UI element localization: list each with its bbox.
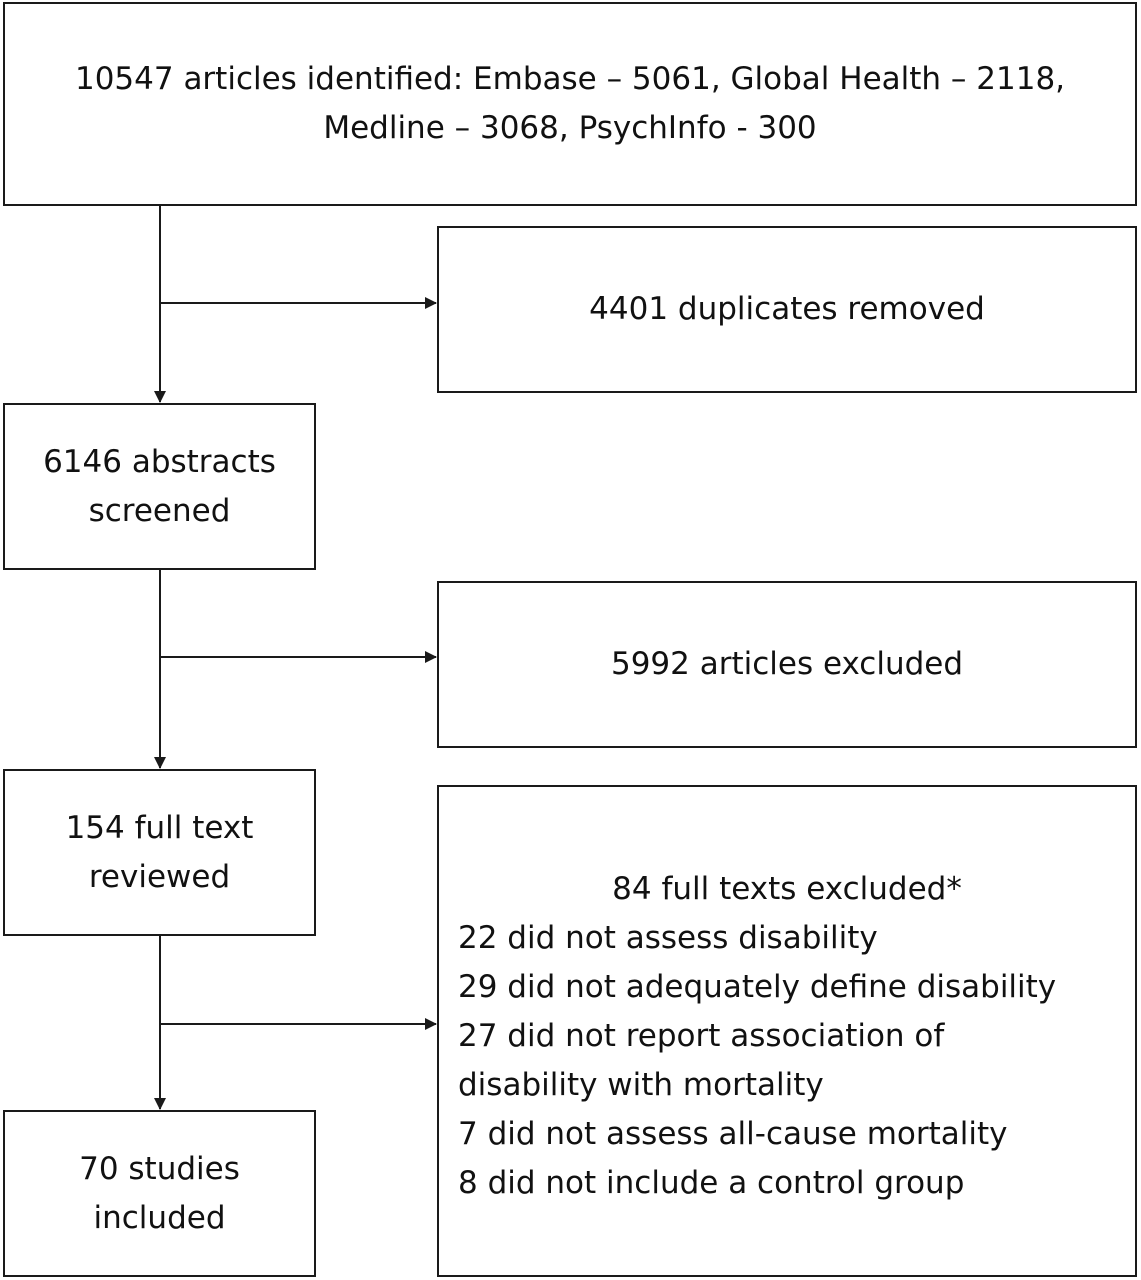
duplicates-box: [437, 226, 1137, 393]
fulltext-line1: 154 full text: [65, 809, 254, 846]
duplicates-label: 4401 duplicates removed: [589, 291, 985, 327]
exclusion-reason: 29 did not adequately define disability: [458, 969, 1057, 1005]
exclusion-reasons-list: [439, 914, 1135, 1208]
excluded-abstracts-box: [437, 581, 1137, 748]
exclusion-reason: 7 did not assess all-cause mortality: [458, 1116, 1008, 1152]
included-box: [3, 1110, 316, 1277]
included-line1: 70 studies: [79, 1150, 240, 1187]
abstracts-box: [3, 403, 316, 570]
excluded-abstracts-label: 5992 articles excluded: [610, 646, 964, 682]
identified-line2: Medline – 3068, PsychInfo - 300: [323, 110, 817, 146]
abstracts-line2: screened: [88, 492, 231, 529]
identified-box: [3, 2, 1137, 206]
exclusion-reason: 27 did not report association of: [458, 1018, 945, 1054]
fulltext-box: [3, 769, 316, 936]
excluded-fulltext-box: [437, 785, 1137, 1277]
included-line2: included: [93, 1199, 226, 1236]
identified-line1: 10547 articles identified: Embase – 5061, Global Health – 2118,: [74, 61, 1066, 97]
excluded-fulltext-title: 84 full texts excluded*: [612, 871, 962, 907]
fulltext-line2: reviewed: [88, 858, 231, 895]
exclusion-reason: 8 did not include a control group: [458, 1165, 965, 1201]
abstracts-line1: 6146 abstracts: [43, 443, 276, 480]
exclusion-reason: disability with mortality: [458, 1067, 824, 1103]
exclusion-reason: 22 did not assess disability: [458, 920, 878, 956]
